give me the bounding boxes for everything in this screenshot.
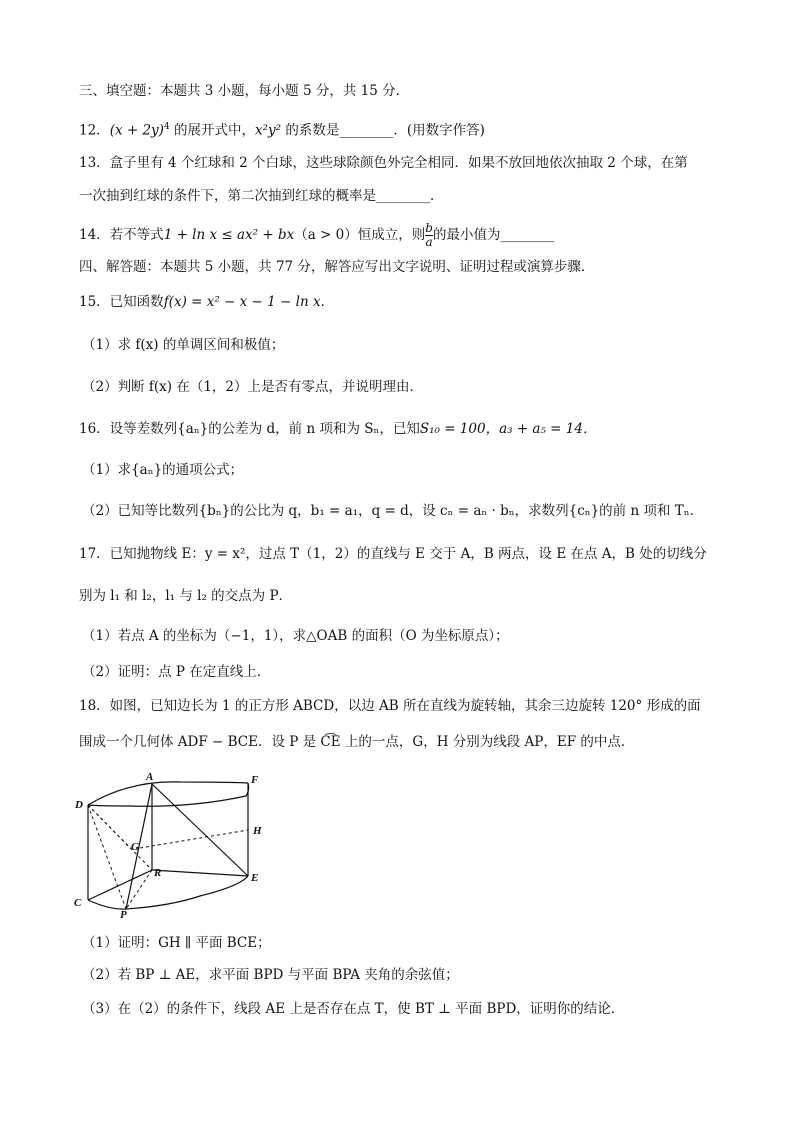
question-17-line-2: 别为 l₁ 和 l₂，l₁ 与 l₂ 的交点为 P． [79, 588, 293, 604]
edge-CB [88, 870, 152, 900]
q16-stem-text: 16．设等差数列{aₙ}的公差为 d，前 n 项和为 Sₙ，已知 [79, 421, 420, 437]
q14-inequality: 1 + ln x ≤ ax² + bx [163, 227, 295, 243]
bottom-arc [88, 876, 248, 909]
q12-binomial: (x + 2y) [109, 122, 164, 139]
edge-BE [152, 870, 248, 876]
q13-period: ． [430, 188, 444, 204]
question-13-line-2 [79, 187, 444, 205]
question-18-part-3: （3）在（2）的条件下，线段 AE 上是否存在点 T，使 BT ⊥ 平面 BPD，证明你的结论． [82, 1001, 625, 1017]
question-18-part-1: （1）证明：GH ∥ 平面 BCE； [82, 935, 271, 951]
q12-exponent: 4 [163, 122, 170, 132]
section-4-heading: 四、解答题：本题共 5 小题，共 77 分，解答应写出文字说明、证明过程或演算步骤． [79, 259, 595, 275]
q14-fraction-numerator: b [425, 221, 433, 235]
geometry-figure [70, 768, 270, 918]
question-14 [79, 222, 554, 249]
label-H: H [253, 825, 262, 837]
question-16-part-1: （1）求{aₙ}的通项公式； [82, 462, 244, 478]
question-18-line-2: 围成一个几何体 ADF − BCE．设 P 是 C͡E 上的一点，G，H 分别为线段 AP，EF 的中点． [79, 734, 635, 750]
label-E: E [251, 872, 259, 884]
q16-stem-conditions: S₁₀ = 100，a₃ + a₅ = 14． [419, 421, 597, 437]
q13-text: 一次抽到红球的条件下，第二次抽到红球的概率是 [79, 188, 376, 204]
question-15-part-2: （2）判断 f(x) 在（1，2）上是否有零点，并说明理由． [82, 379, 423, 395]
section-3-heading: 三、填空题：本题共 3 小题，每小题 5 分，共 15 分． [79, 83, 410, 99]
question-16-part-2: （2）已知等比数列{bₙ}的公比为 q，b₁ = a₁，q = d，设 cₙ = aₙ · bₙ，求数列{cₙ}的前 n 项和 Tₙ． [82, 503, 704, 519]
question-15-stem [79, 293, 334, 311]
q14-answer-blank[interactable]: ________ [500, 227, 555, 243]
question-13-line-1: 13．盒子里有 4 个红球和 2 个白球，这些球除颜色外完全相同．如果不放回地依次抽取 2 个球，在第 [79, 155, 688, 171]
dashed-DG [88, 805, 130, 848]
q12-term: x²y² [254, 122, 282, 139]
question-18-part-2: （2）若 BP ⊥ AE，求平面 BPD 与平面 BPA 夹角的余弦值； [82, 967, 459, 983]
label-D: D [75, 799, 83, 811]
dashed-GH [140, 830, 248, 848]
label-A: A [146, 771, 154, 783]
q13-answer-blank[interactable]: ________ [376, 188, 430, 204]
q15-function: f(x) = x² − x − 1 − ln x [163, 294, 321, 310]
q12-text-2: 的系数是 [281, 122, 340, 139]
top-front-edge [88, 783, 249, 806]
q12-text-3: ．(用数字作答) [393, 122, 485, 139]
question-18-line-1: 18．如图，已知边长为 1 的正方形 ABCD，以边 AB 所在直线为旋转轴，其余三边旋转 120° 形成的面 [79, 698, 701, 714]
q14-tail: 的最小值为 [432, 227, 501, 243]
q14-lead: 14．若不等式 [79, 227, 164, 243]
label-C: C [74, 897, 82, 909]
label-F: F [251, 774, 259, 786]
label-G: G [131, 841, 139, 853]
question-16-stem [79, 420, 596, 438]
q12-number: 12． [79, 122, 110, 139]
q14-fraction [425, 222, 433, 249]
q12-text-1: 的展开式中， [169, 122, 255, 139]
dashed-DP [88, 805, 126, 909]
label-P: P [120, 909, 127, 918]
segment-AE [152, 784, 248, 876]
question-17-part-1: （1）若点 A 的坐标为（−1，1），求△OAB 的面积（O 为坐标原点）； [82, 628, 509, 644]
label-R: R [154, 867, 162, 879]
q12-answer-blank[interactable]: ________ [339, 122, 394, 139]
question-17-line-1: 17．已知抛物线 E：y = x²，过点 T（1，2）的直线与 E 交于 A，B 两点，设 E 在点 A，B 处的切线分 [79, 546, 707, 562]
q15-period: ． [320, 294, 335, 310]
question-17-part-2: （2）证明：点 P 在定直线上． [82, 664, 271, 680]
question-12 [79, 118, 485, 140]
question-15-part-1: （1）求 f(x) 的单调区间和极值； [82, 337, 285, 353]
q14-fraction-denominator: a [425, 235, 433, 249]
q15-lead: 15．已知函数 [79, 294, 164, 310]
top-arc [88, 782, 248, 805]
q14-condition: （a > 0）恒成立，则 [294, 227, 426, 243]
